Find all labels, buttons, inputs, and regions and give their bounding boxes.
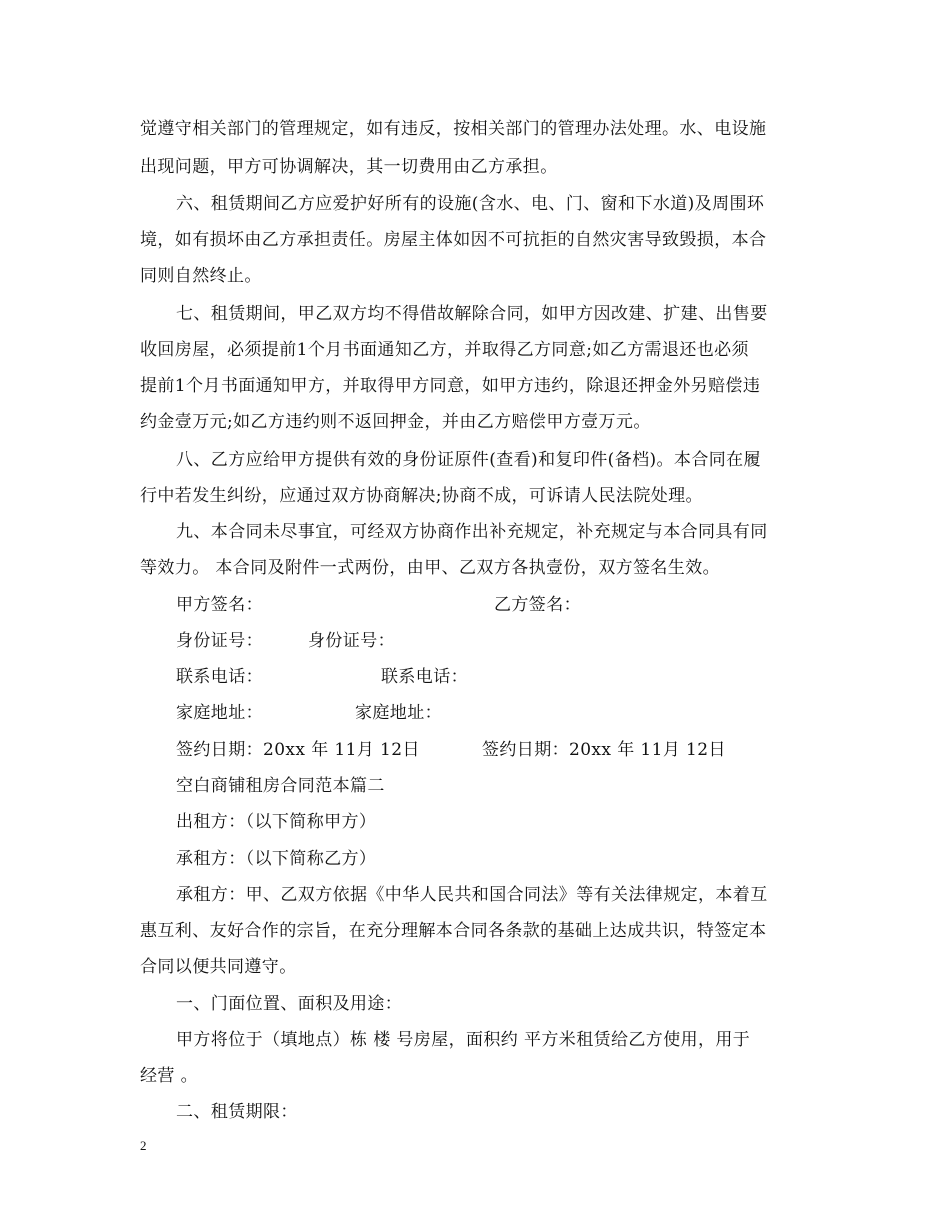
text-line: 觉遵守相关部门的管理规定，如有违反，按相关部门的管理办法处理。水、电设施 [140, 119, 767, 139]
party-b-phone-label: 联系电话： [381, 667, 468, 687]
party-b-id-label: 身份证号： [308, 631, 395, 651]
party-b-sign-date: 签约日期：20xx 年 11月 12日 [482, 740, 726, 760]
text-line: 二、租赁期限： [176, 1102, 298, 1122]
party-a-signature-label: 甲方签名： [176, 595, 263, 615]
text-line: 出租方：（以下简称甲方） [176, 812, 377, 832]
text-line: 境，如有损坏由乙方承担责任。房屋主体如因不可抗拒的自然灾害导致毁损，本合 [140, 230, 767, 250]
party-a-address-label: 家庭地址： [176, 703, 263, 723]
party-a-sign-date: 签约日期：20xx 年 11月 12日 [176, 740, 420, 760]
party-a-phone-label: 联系电话： [176, 667, 263, 687]
text-line: 承租方：（以下简称乙方） [176, 849, 377, 869]
text-line: 行中若发生纠纷，应通过双方协商解决;协商不成，可诉请人民法院处理。 [140, 486, 703, 506]
text-line: 九、本合同未尽事宜，可经双方协商作出补充规定，补充规定与本合同具有同 [176, 522, 768, 542]
text-line: 出现问题，甲方可协调解决，其一切费用由乙方承担。 [140, 157, 558, 177]
text-line: 同则自然终止。 [140, 266, 262, 286]
text-line: 经营 。 [140, 1066, 199, 1086]
text-line: 一、门面位置、面积及用途： [176, 994, 403, 1014]
page-number: 2 [140, 1138, 147, 1153]
party-a-id-label: 身份证号： [176, 631, 263, 651]
text-line: 甲方将位于（填地点）栋 楼 号房屋，面积约 平方米租赁给乙方使用，用于 [176, 1030, 751, 1050]
text-line: 收回房屋，必须提前1个月书面通知乙方，并取得乙方同意;如乙方需退还也必须 [140, 340, 749, 360]
text-line: 等效力。 本合同及附件一式两份，由甲、乙双方各执壹份，双方签名生效。 [140, 558, 721, 578]
text-line: 六、租赁期间乙方应爱护好所有的设施(含水、电、门、窗和下水道)及周围环 [176, 194, 765, 214]
party-b-signature-label: 乙方签名： [494, 595, 581, 615]
text-line: 七、租赁期间，甲乙双方均不得借故解除合同，如甲方因改建、扩建、出售要 [176, 304, 768, 324]
text-line: 承租方：甲、乙双方依据《中华人民共和国合同法》等有关法律规定，本着互 [176, 885, 768, 905]
text-line: 约金壹万元;如乙方违约则不返回押金，并由乙方赔偿甲方壹万元。 [140, 412, 651, 432]
text-line: 合同以便共同遵守。 [140, 957, 297, 977]
text-line: 提前1个月书面通知甲方，并取得甲方同意，如甲方违约，除退还押金外另赔偿违 [140, 376, 761, 396]
party-b-address-label: 家庭地址： [355, 703, 442, 723]
section-title: 空白商铺租房合同范本篇二 [176, 776, 385, 796]
text-line: 八、乙方应给甲方提供有效的身份证原件(查看)和复印件(备档)。本合同在履 [176, 450, 761, 470]
text-line: 惠互利、友好合作的宗旨，在充分理解本合同各条款的基础上达成共识，特签定本 [140, 921, 767, 941]
